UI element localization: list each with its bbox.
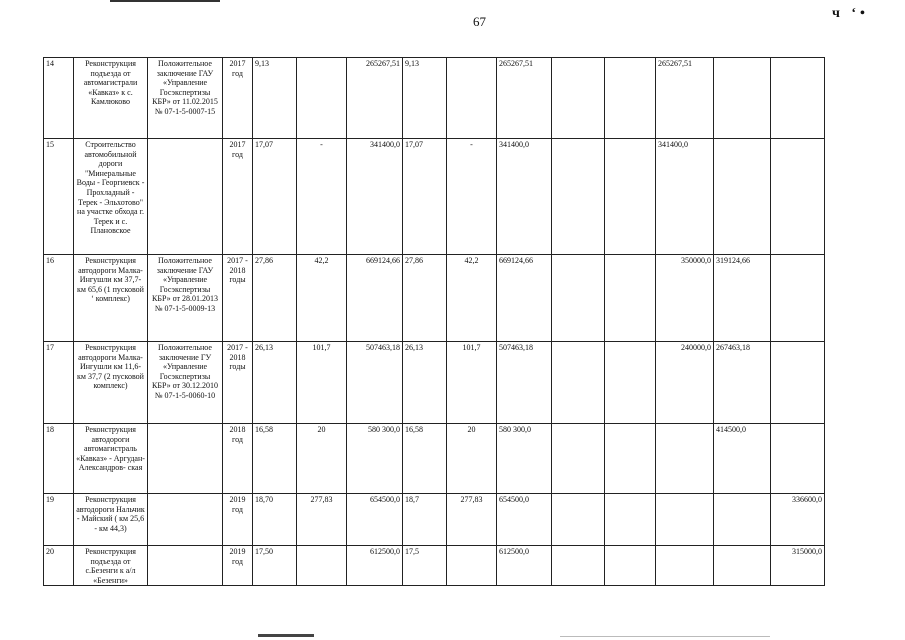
funding-2019 (771, 58, 825, 139)
cost: 341400,0 (347, 139, 403, 255)
funding-2018: 319124,66 (714, 255, 771, 342)
length-km: 18,70 (253, 494, 297, 546)
cost: 507463,18 (347, 342, 403, 424)
length-km-2: 18,7 (403, 494, 447, 546)
cost: 265267,51 (347, 58, 403, 139)
table-row (44, 546, 825, 586)
row-number: 17 (44, 342, 74, 424)
cost-2: 654500,0 (497, 494, 552, 546)
cost: 654500,0 (347, 494, 403, 546)
bridges-2 (447, 58, 497, 139)
expert-conclusion (148, 424, 223, 494)
length-km-2: 27,86 (403, 255, 447, 342)
scan-artifact-bottom (258, 634, 314, 637)
object-name: Строительство автомобильной дороги "Минеральные Воды - Георгиевск - Прохладный - Терек - Эльхотово" на участке обхода г. Терек и с. Плановское (74, 139, 148, 255)
length-km-2: 16,58 (403, 424, 447, 494)
row-number: 20 (44, 546, 74, 586)
roads-table (43, 57, 825, 586)
corner-handwritten-mark: ч ‘• (832, 6, 869, 21)
length-km: 27,86 (253, 255, 297, 342)
funding-2018: 267463,18 (714, 342, 771, 424)
bridges-2: - (447, 139, 497, 255)
expert-conclusion: Положительное заключение ГАУ «Управление Госэкспертизы КБР» от 28.01.2013 № 07-1-5-0009-13 (148, 255, 223, 342)
object-name: Реконструкция автодороги автомагистраль «Кавказ» - Аргудан- Александров- ская (74, 424, 148, 494)
object-name: Реконструкция автодороги Нальчик - Майский ( км 25,6 - км 44,3) (74, 494, 148, 546)
year: 2018 год (223, 424, 253, 494)
row-number: 18 (44, 424, 74, 494)
bridges (297, 546, 347, 586)
funding-2017 (656, 546, 714, 586)
scan-artifact-top (110, 0, 220, 2)
table-row (44, 342, 825, 424)
col-11 (552, 139, 605, 255)
col-11 (552, 255, 605, 342)
table-body (44, 58, 825, 586)
col-12 (605, 342, 656, 424)
cost-2: 580 300,0 (497, 424, 552, 494)
col-11 (552, 342, 605, 424)
bridges (297, 58, 347, 139)
object-name: Реконструкция автодороги Малка-Ингушли км 11,6- км 37,7 (2 пусковой комплекс) (74, 342, 148, 424)
bridges: 101,7 (297, 342, 347, 424)
cost-2: 265267,51 (497, 58, 552, 139)
col-11 (552, 424, 605, 494)
expert-conclusion (148, 139, 223, 255)
bridges-2 (447, 546, 497, 586)
bridges: 42,2 (297, 255, 347, 342)
cost: 612500,0 (347, 546, 403, 586)
cost-2: 341400,0 (497, 139, 552, 255)
cost-2: 507463,18 (497, 342, 552, 424)
cost: 669124,66 (347, 255, 403, 342)
expert-conclusion: Положительное заключение ГАУ «Управление Госэкспертизы КБР» от 11.02.2015 № 07-1-5-0007-15 (148, 58, 223, 139)
expert-conclusion (148, 546, 223, 586)
bridges-2: 101,7 (447, 342, 497, 424)
length-km: 26,13 (253, 342, 297, 424)
object-name: Реконструкция автодороги Малка-Ингушли км 37,7- км 65,6 (1 пусковой ‘ комплекс) (74, 255, 148, 342)
cost-2: 669124,66 (497, 255, 552, 342)
row-number: 15 (44, 139, 74, 255)
col-11 (552, 494, 605, 546)
bridges-2: 20 (447, 424, 497, 494)
funding-2018 (714, 58, 771, 139)
expert-conclusion (148, 494, 223, 546)
bridges-2: 42,2 (447, 255, 497, 342)
col-12 (605, 58, 656, 139)
cost: 580 300,0 (347, 424, 403, 494)
length-km: 16,58 (253, 424, 297, 494)
col-11 (552, 546, 605, 586)
year: 2019 год (223, 494, 253, 546)
bridges: 20 (297, 424, 347, 494)
year: 2019 год (223, 546, 253, 586)
funding-2018 (714, 139, 771, 255)
funding-2017: 240000,0 (656, 342, 714, 424)
table-row (44, 58, 825, 139)
funding-2019 (771, 139, 825, 255)
length-km-2: 26,13 (403, 342, 447, 424)
funding-2017: 341400,0 (656, 139, 714, 255)
funding-2017: 350000,0 (656, 255, 714, 342)
col-11 (552, 58, 605, 139)
col-12 (605, 546, 656, 586)
funding-2017 (656, 424, 714, 494)
table-row (44, 424, 825, 494)
funding-2019: 315000,0 (771, 546, 825, 586)
funding-2018: 414500,0 (714, 424, 771, 494)
length-km-2: 9,13 (403, 58, 447, 139)
length-km: 17,07 (253, 139, 297, 255)
year: 2017 - 2018 годы (223, 255, 253, 342)
expert-conclusion: Положительное заключение ГУ «Управление Госэкспертизы КБР» от 30.12.2010 № 07-1-5-0060-10 (148, 342, 223, 424)
row-number: 14 (44, 58, 74, 139)
bridges: 277,83 (297, 494, 347, 546)
length-km: 17,50 (253, 546, 297, 586)
funding-2017 (656, 494, 714, 546)
object-name: Реконструкция подъезда от автомагистрали «Кавказ» к с. Камлюково (74, 58, 148, 139)
year: 2017 - 2018 годы (223, 342, 253, 424)
cost-2: 612500,0 (497, 546, 552, 586)
funding-2018 (714, 546, 771, 586)
funding-2019 (771, 255, 825, 342)
col-12 (605, 255, 656, 342)
table-row (44, 494, 825, 546)
scan-artifact-bottom-faint (560, 636, 770, 637)
bridges: - (297, 139, 347, 255)
year: 2017 год (223, 139, 253, 255)
length-km-2: 17,07 (403, 139, 447, 255)
table-row (44, 139, 825, 255)
page-number: 67 (473, 14, 486, 29)
funding-2018 (714, 494, 771, 546)
col-12 (605, 139, 656, 255)
year: 2017 год (223, 58, 253, 139)
row-number: 19 (44, 494, 74, 546)
object-name: Реконструкция подъезда от с.Безенги к а/л «Безенги» (74, 546, 148, 586)
col-12 (605, 424, 656, 494)
length-km: 9,13 (253, 58, 297, 139)
table-row (44, 255, 825, 342)
length-km-2: 17,5 (403, 546, 447, 586)
funding-2019 (771, 424, 825, 494)
col-12 (605, 494, 656, 546)
funding-2017: 265267,51 (656, 58, 714, 139)
row-number: 16 (44, 255, 74, 342)
funding-2019: 336600,0 (771, 494, 825, 546)
funding-2019 (771, 342, 825, 424)
bridges-2: 277,83 (447, 494, 497, 546)
